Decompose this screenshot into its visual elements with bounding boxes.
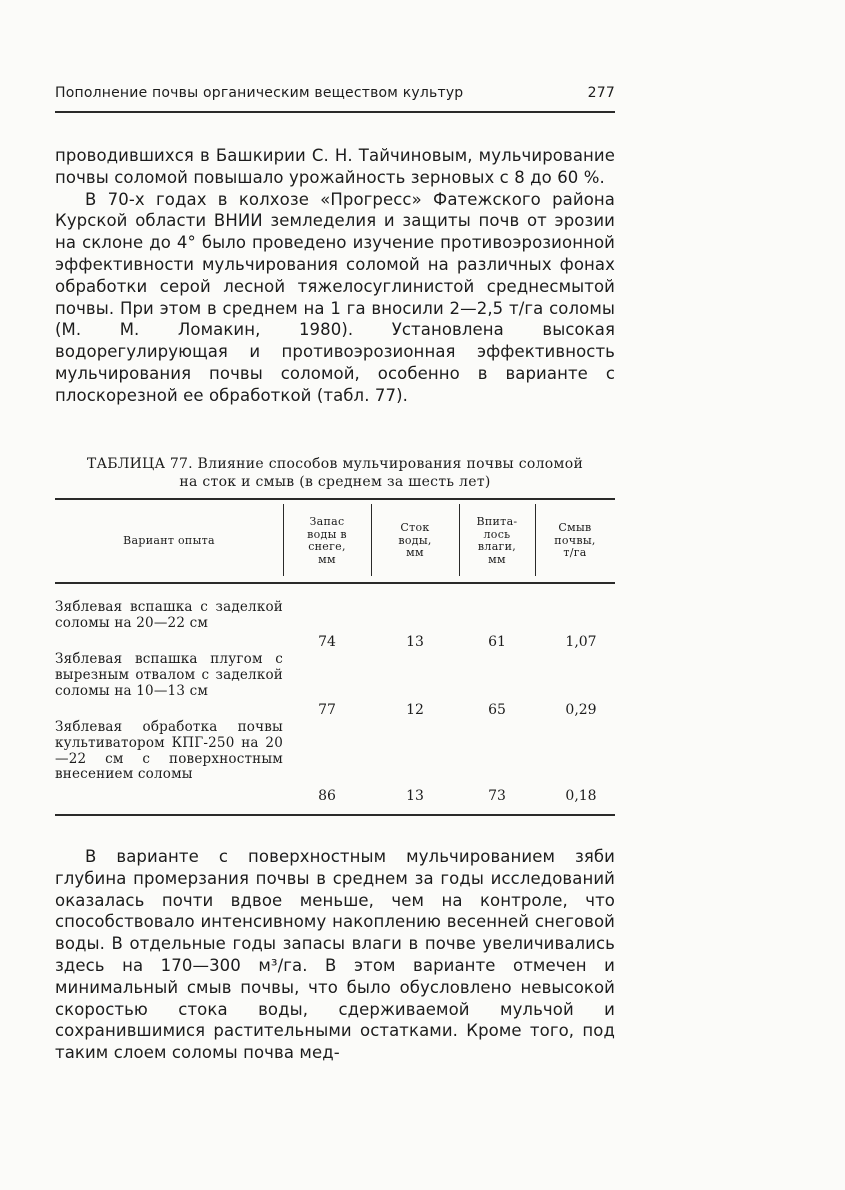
table-row-3-absorbed: 73 [488, 788, 506, 804]
table-row-1-variant: Зяблевая вспашка с заделкой соломы на 20—22 см [55, 599, 283, 631]
table-title-line1: Влияние способов мульчирования почвы соломой [197, 456, 584, 472]
table-rule-top [55, 498, 615, 500]
table-title-line2: на сток и смыв (в среднем за шесть лет) [179, 474, 491, 490]
paragraph-continued: проводившихся в Башкирии С. Н. Тайчиновым, мульчирование почвы соломой повышало урожайность зерновых с 8 до 60 %. [55, 146, 615, 187]
running-title: Пополнение почвы органическим веществом культур [55, 85, 464, 101]
table-caption [55, 455, 615, 491]
column-header-variant: Вариант опыта [123, 533, 215, 547]
page-header [55, 85, 615, 101]
table-row-1-runoff: 13 [406, 634, 424, 650]
table-row-2-variant: Зяблевая вспашка плугом с вырезным отвалом с заделкой соломы на 10—13 см [55, 651, 283, 699]
table-row-3-snow-water: 86 [318, 788, 336, 804]
column-header-absorbed: Впита- лось влаги, мм [476, 515, 518, 566]
table-row-2-absorbed: 65 [488, 702, 506, 718]
table-row-2-runoff: 12 [406, 702, 424, 718]
column-header-runoff: Сток воды, мм [398, 521, 432, 560]
body-text-top [55, 145, 615, 407]
table-row-1-soil-loss: 1,07 [565, 634, 597, 650]
table-rule-header [55, 582, 615, 584]
column-header-soil-loss: Смыв почвы, т/га [554, 521, 596, 560]
table-row-3-runoff: 13 [406, 788, 424, 804]
body-text-bottom [55, 846, 615, 1064]
table-row-1-absorbed: 61 [488, 634, 506, 650]
paragraph: В варианте с поверхностным мульчированием зяби глубина промерзания почвы в среднем за годы исследований оказалась почти вдвое меньше, чем на контроле, что способствовало интенсивному накоплению весенней снеговой воды. В отдельные годы запасы влаги в почве увеличивались здесь на 170—300 м³/га. В этом варианте отмечен и минимальный смыв почвы, что было обусловлено невысокой скоростью стока воды, сдерживаемой мульчой и сохранившимися растительными остатками. Кроме того, под таким слоем соломы почва мед- [55, 847, 615, 1063]
table-row-2-snow-water: 77 [318, 702, 336, 718]
table-row-1-snow-water: 74 [318, 634, 336, 650]
table-row-3-variant: Зяблевая обработка почвы культиватором КПГ-250 на 20—22 см с поверхностным внесением соломы [55, 719, 283, 783]
table-rule-bottom [55, 814, 615, 816]
page-number: 277 [587, 85, 615, 101]
table-row-2-soil-loss: 0,29 [565, 702, 597, 718]
header-rule [55, 111, 615, 113]
column-header-snow-water: Запас воды в снеге, мм [307, 515, 347, 566]
paragraph: В 70-х годах в колхозе «Прогресс» Фатежского района Курской области ВНИИ земледелия и защиты почв от эрозии на склоне до 4° было проведено изучение противоэрозионной эффективности мульчирования соломой на различных фонах обработки серой лесной тяжелосуглинистой среднесмытой почвы. При этом в среднем на 1 га вносили 2—2,5 т/га соломы (М. М. Ломакин, 1980). Установлена высокая водорегулирующая и противоэрозионная эффективность мульчирования почвы соломой, особенно в варианте с плоскорезной ее обработкой (табл. 77). [55, 189, 615, 405]
table-label: ТАБЛИЦА 77. [86, 456, 193, 472]
table-row-3-soil-loss: 0,18 [565, 788, 597, 804]
